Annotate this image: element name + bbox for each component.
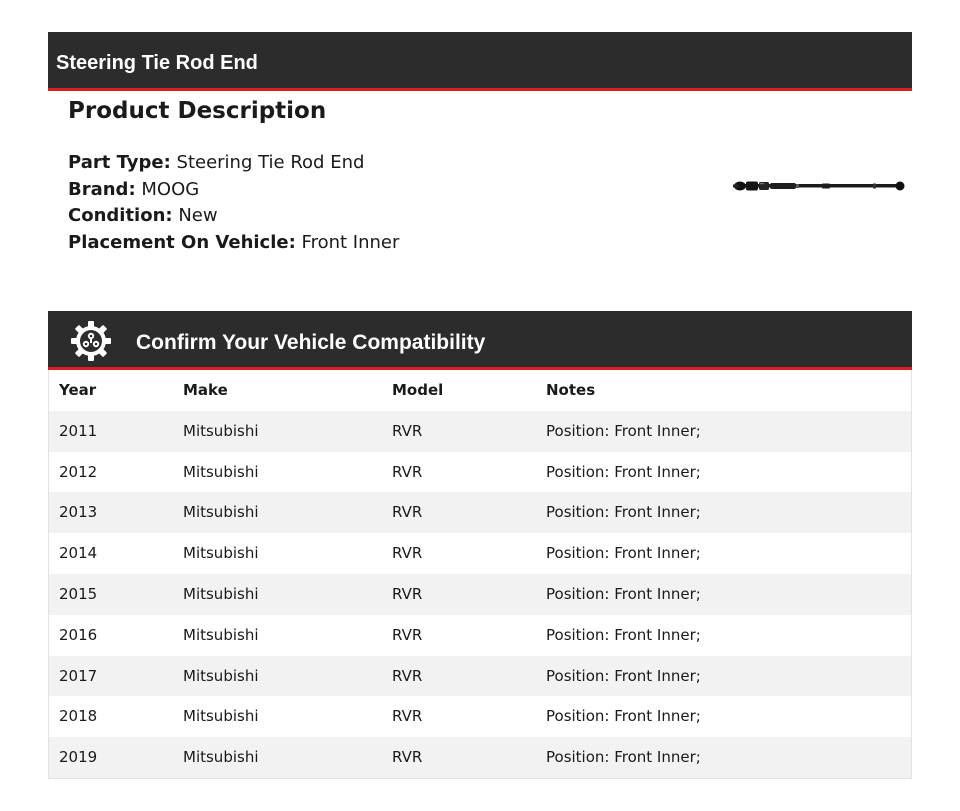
model-cell: RVR bbox=[392, 421, 423, 440]
column-header-model: Model bbox=[392, 381, 444, 399]
notes-cell: Position: Front Inner; bbox=[546, 666, 701, 685]
make-cell: Mitsubishi bbox=[183, 544, 259, 563]
make-cell: Mitsubishi bbox=[183, 707, 259, 726]
spec-value: New bbox=[178, 205, 218, 226]
notes-cell: Position: Front Inner; bbox=[546, 707, 701, 726]
model-cell: RVR bbox=[392, 666, 423, 685]
column-header-notes: Notes bbox=[546, 381, 596, 399]
spec-value: Steering Tie Rod End bbox=[176, 152, 365, 173]
model-cell: RVR bbox=[392, 544, 423, 563]
description-heading: Product Description bbox=[68, 98, 327, 124]
make-cell: Mitsubishi bbox=[183, 748, 259, 767]
product-title: Steering Tie Rod End bbox=[56, 52, 258, 74]
table-row bbox=[49, 411, 911, 452]
compatibility-table bbox=[48, 370, 912, 779]
make-cell: Mitsubishi bbox=[183, 666, 259, 685]
table-row bbox=[49, 533, 911, 574]
table-row bbox=[49, 696, 911, 737]
model-cell: RVR bbox=[392, 462, 423, 481]
table-row bbox=[49, 615, 911, 656]
notes-cell: Position: Front Inner; bbox=[546, 462, 701, 481]
spec-condition bbox=[68, 203, 399, 230]
year-cell: 2011 bbox=[59, 421, 98, 440]
year-cell: 2012 bbox=[59, 462, 98, 481]
product-title-bar bbox=[48, 32, 912, 91]
model-cell: RVR bbox=[392, 625, 423, 644]
spec-label: Part Type: bbox=[68, 152, 171, 173]
make-cell: Mitsubishi bbox=[183, 625, 259, 644]
year-cell: 2017 bbox=[59, 666, 98, 685]
compatibility-header bbox=[48, 311, 912, 370]
notes-cell: Position: Front Inner; bbox=[546, 584, 701, 603]
spec-value: MOOG bbox=[141, 178, 200, 200]
spec-placement bbox=[68, 230, 399, 257]
make-cell: Mitsubishi bbox=[183, 421, 259, 440]
column-header-year: Year bbox=[59, 381, 97, 399]
year-cell: 2016 bbox=[59, 625, 98, 644]
table-row bbox=[49, 492, 911, 533]
spec-list bbox=[68, 150, 399, 256]
model-cell: RVR bbox=[392, 503, 423, 522]
notes-cell: Position: Front Inner; bbox=[546, 544, 701, 563]
notes-cell: Position: Front Inner; bbox=[546, 503, 701, 522]
spec-value: Front Inner bbox=[301, 231, 400, 253]
year-cell: 2019 bbox=[59, 748, 98, 767]
year-cell: 2013 bbox=[59, 503, 98, 522]
model-cell: RVR bbox=[392, 584, 423, 603]
year-cell: 2014 bbox=[59, 544, 98, 563]
year-cell: 2015 bbox=[59, 584, 98, 603]
make-cell: Mitsubishi bbox=[183, 503, 259, 522]
notes-cell: Position: Front Inner; bbox=[546, 625, 701, 644]
table-row bbox=[49, 574, 911, 615]
spec-label: Placement On Vehicle: bbox=[68, 231, 296, 253]
notes-cell: Position: Front Inner; bbox=[546, 748, 701, 767]
year-cell: 2018 bbox=[59, 707, 98, 726]
make-cell: Mitsubishi bbox=[183, 462, 259, 481]
compatibility-title: Confirm Your Vehicle Compatibility bbox=[136, 331, 486, 354]
spec-label: Condition: bbox=[68, 205, 173, 226]
column-header-make: Make bbox=[183, 381, 228, 399]
spec-label: Brand: bbox=[68, 178, 136, 200]
make-cell: Mitsubishi bbox=[183, 584, 259, 603]
table-row bbox=[49, 656, 911, 697]
table-header-row bbox=[49, 370, 911, 411]
spec-part-type bbox=[68, 150, 399, 177]
tie-rod-product-image[interactable] bbox=[730, 168, 906, 204]
notes-cell: Position: Front Inner; bbox=[546, 421, 701, 440]
model-cell: RVR bbox=[392, 707, 423, 726]
table-row bbox=[49, 737, 911, 778]
table-row bbox=[49, 452, 911, 493]
gear-car-icon bbox=[69, 319, 113, 363]
model-cell: RVR bbox=[392, 748, 423, 767]
spec-brand bbox=[68, 177, 399, 204]
